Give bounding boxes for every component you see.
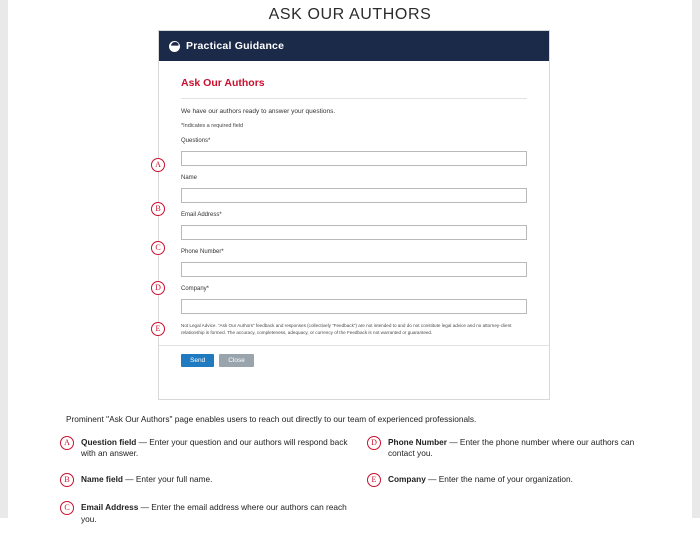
email-address-input[interactable]	[181, 225, 527, 240]
legend-desc-a: — Enter your question and our authors will respond back with an answer.	[81, 437, 348, 459]
callout-marker-e: E	[151, 322, 165, 336]
field-group-company	[181, 286, 527, 314]
phone-number-label: Phone Number*	[181, 249, 224, 255]
legal-disclaimer: Not Legal Advice. “Ask Our Authors” feedback and responses (collectively “Feedback”) are not intended to and do not constitute legal advice and no attorney-client relationship is formed. The accuracy, completeness, adequacy, or currency of the Feedback is not warranted or guaranteed.	[181, 323, 512, 335]
globe-icon	[169, 41, 180, 52]
callout-marker-a: A	[151, 158, 165, 172]
legend-column-left	[60, 436, 353, 539]
brand-name: Practical Guidance	[186, 40, 285, 52]
legend-term-a: Question field	[81, 437, 137, 447]
legend-text-a	[81, 436, 353, 459]
app-screenshot-panel	[158, 30, 550, 400]
field-group-name	[181, 175, 527, 203]
legend-text-c	[81, 501, 353, 524]
callout-marker-d: D	[151, 281, 165, 295]
close-button[interactable]: Close	[219, 354, 254, 367]
legend-item-b	[60, 473, 353, 487]
legend-term-e: Company	[388, 474, 426, 485]
send-button[interactable]: Send	[181, 354, 214, 367]
page-title: ASK OUR AUTHORS	[268, 6, 432, 23]
ask-our-authors-form	[159, 61, 549, 381]
legend-desc-e: — Enter the name of your organization.	[425, 474, 573, 485]
legend-badge-a: A	[60, 436, 74, 450]
required-field-note: *Indicates a required field	[181, 123, 244, 129]
legend	[60, 436, 660, 539]
legend-desc-c: — Enter the email address where our authors can reach you.	[81, 502, 347, 524]
form-intro-text: We have our authors ready to answer your questions.	[181, 108, 336, 115]
callout-marker-c: C	[151, 241, 165, 255]
email-address-label: Email Address*	[181, 212, 222, 218]
form-heading: Ask Our Authors	[181, 77, 265, 89]
field-group-email-address	[181, 212, 527, 240]
legend-text-b	[81, 473, 212, 485]
field-group-questions	[181, 138, 527, 166]
legend-term-d: Phone Number	[388, 437, 448, 447]
questions-input[interactable]	[181, 151, 527, 166]
legend-text-d	[388, 436, 660, 459]
legend-item-e	[367, 473, 660, 487]
legend-badge-d: D	[367, 436, 381, 450]
legend-item-d	[367, 436, 660, 459]
form-button-row	[181, 354, 527, 371]
name-label: Name	[181, 175, 198, 181]
field-group-phone-number	[181, 249, 527, 277]
legend-term-b: Name field	[81, 474, 123, 485]
legend-desc-b: — Enter your full name.	[122, 474, 213, 485]
legend-column-right	[367, 436, 660, 539]
button-row-divider	[159, 345, 549, 346]
legend-item-c	[60, 501, 353, 524]
company-input[interactable]	[181, 299, 527, 314]
legend-item-a	[60, 436, 353, 459]
legend-text-e	[388, 473, 573, 485]
phone-number-input[interactable]	[181, 262, 527, 277]
heading-divider	[181, 98, 527, 99]
description-lead: Prominent "Ask Our Authors" page enables users to reach out directly to our team of experienced professionals.	[66, 414, 477, 424]
questions-label: Questions*	[181, 138, 211, 144]
name-input[interactable]	[181, 188, 527, 203]
legend-badge-b: B	[60, 473, 74, 487]
callout-marker-b: B	[151, 202, 165, 216]
company-label: Company*	[181, 286, 210, 292]
legend-desc-d: — Enter the phone number where our authors can contact you.	[388, 437, 635, 459]
legend-badge-e: E	[367, 473, 381, 487]
legend-badge-c: C	[60, 501, 74, 515]
legend-term-c: Email Address	[81, 502, 139, 513]
app-header	[159, 31, 549, 61]
